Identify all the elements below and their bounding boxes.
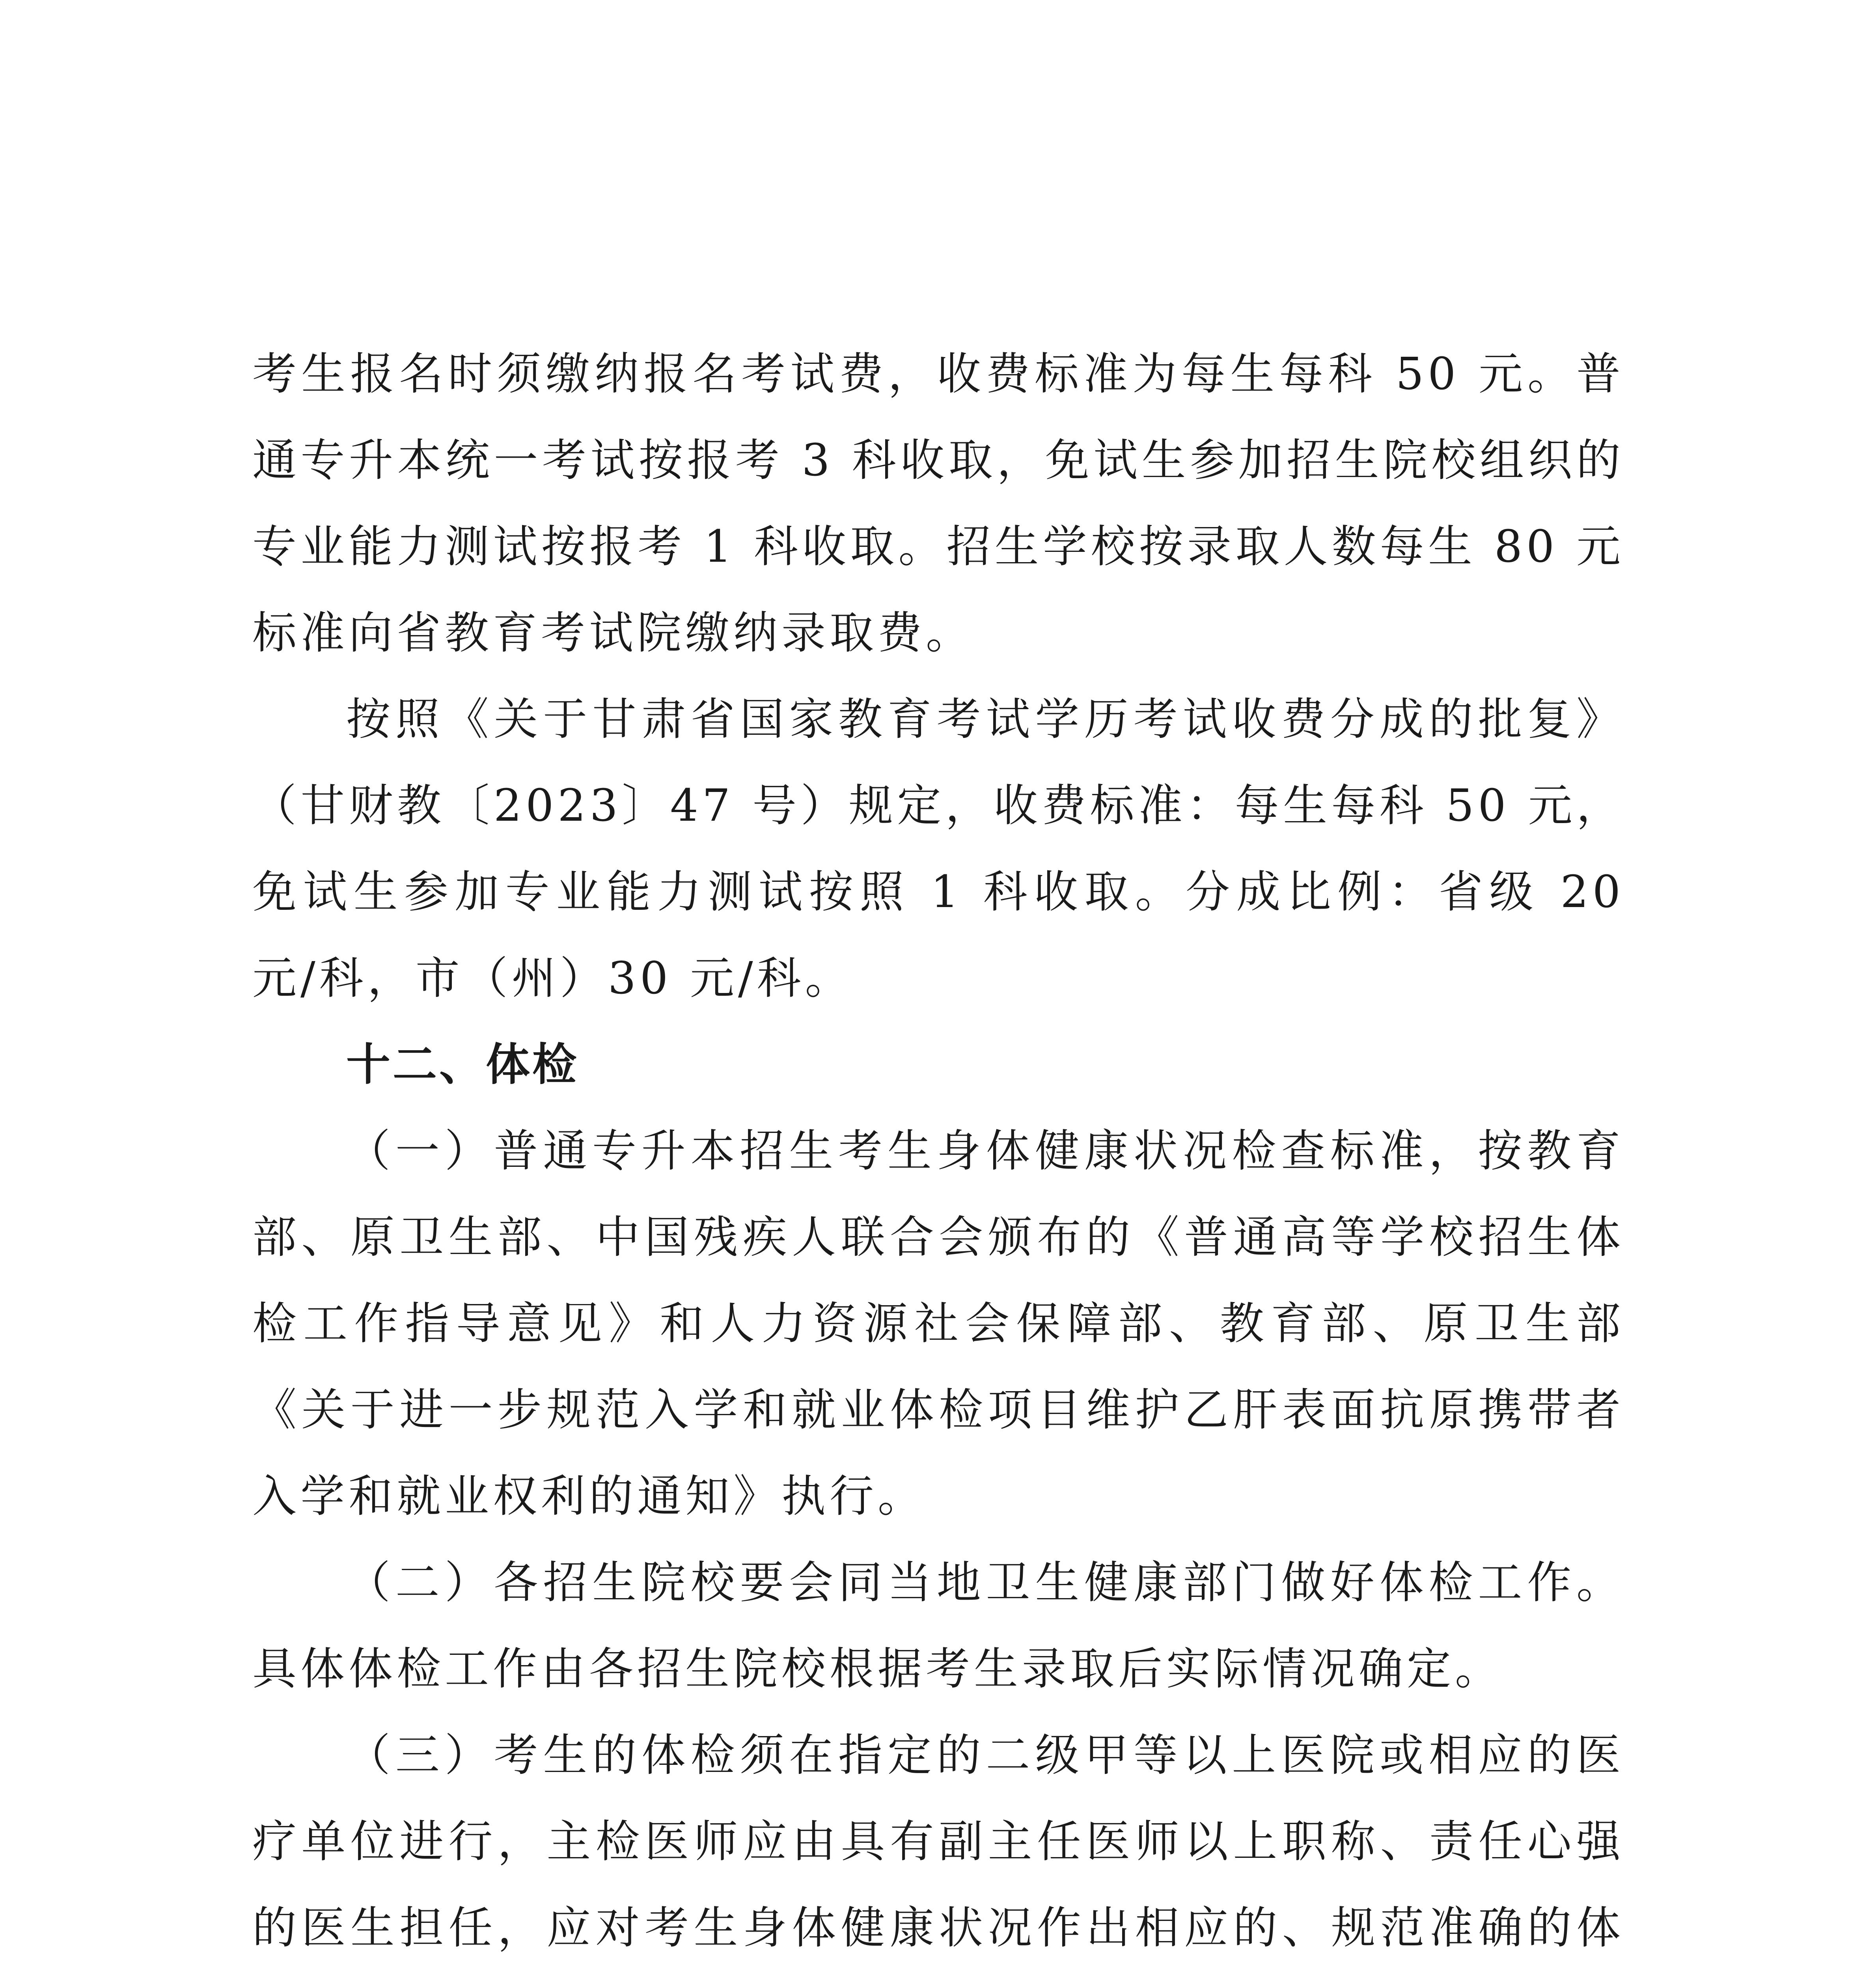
exam-item-3-text: 考生的体检须在指定的二级甲等以上医院或相应的医疗单位进行，主检医师应由具有副主任医师以上职称、责任心强的医生担任，应对考生身体健康状况作出相应的、规范准确的体 [252, 1730, 1625, 1954]
exam-item-1-lead: （一） [346, 1125, 494, 1177]
document-body [252, 331, 1624, 1971]
exam-item-3-lead: （三） [346, 1730, 494, 1781]
exam-item-2-lead: （二） [346, 1557, 494, 1608]
exam-item-1 [252, 1108, 1624, 1540]
paragraph-fee-split: 按照《关于甘肃省国家教育考试学历考试收费分成的批复》（甘财教〔2023〕47 号）规定，收费标准：每生每科 50 元，免试生参加专业能力测试按照 1 科收取。分成比例：省级 20 元/科，市（州）30 元/科。 [252, 694, 1624, 1004]
exam-item-2 [252, 1540, 1624, 1712]
exam-item-2-text: 各招生院校要会同当地卫生健康部门做好体检工作。具体体检工作由各招生院校根据考生录取后实际情况确定。 [252, 1557, 1625, 1695]
paragraph-fee-standard: 考生报名时须缴纳报名考试费，收费标准为每生每科 50 元。普通专升本统一考试按报考 3 科收取，免试生参加招生院校组织的专业能力测试按报考 1 科收取。招生学校按录取人数每生 80 元标准向省教育考试院缴纳录取费。 [252, 348, 1624, 659]
exam-item-3 [252, 1712, 1624, 1971]
section-heading-physical-exam: 十二、体检 [346, 1039, 579, 1090]
exam-item-1-text: 普通专升本招生考生身体健康状况检查标准，按教育部、原卫生部、中国残疾人联合会颁布的《普通高等学校招生体检工作指导意见》和人力资源社会保障部、教育部、原卫生部《关于进一步规范入学和就业体检项目维护乙肝表面抗原携带者入学和就业权利的通知》执行。 [252, 1125, 1625, 1522]
